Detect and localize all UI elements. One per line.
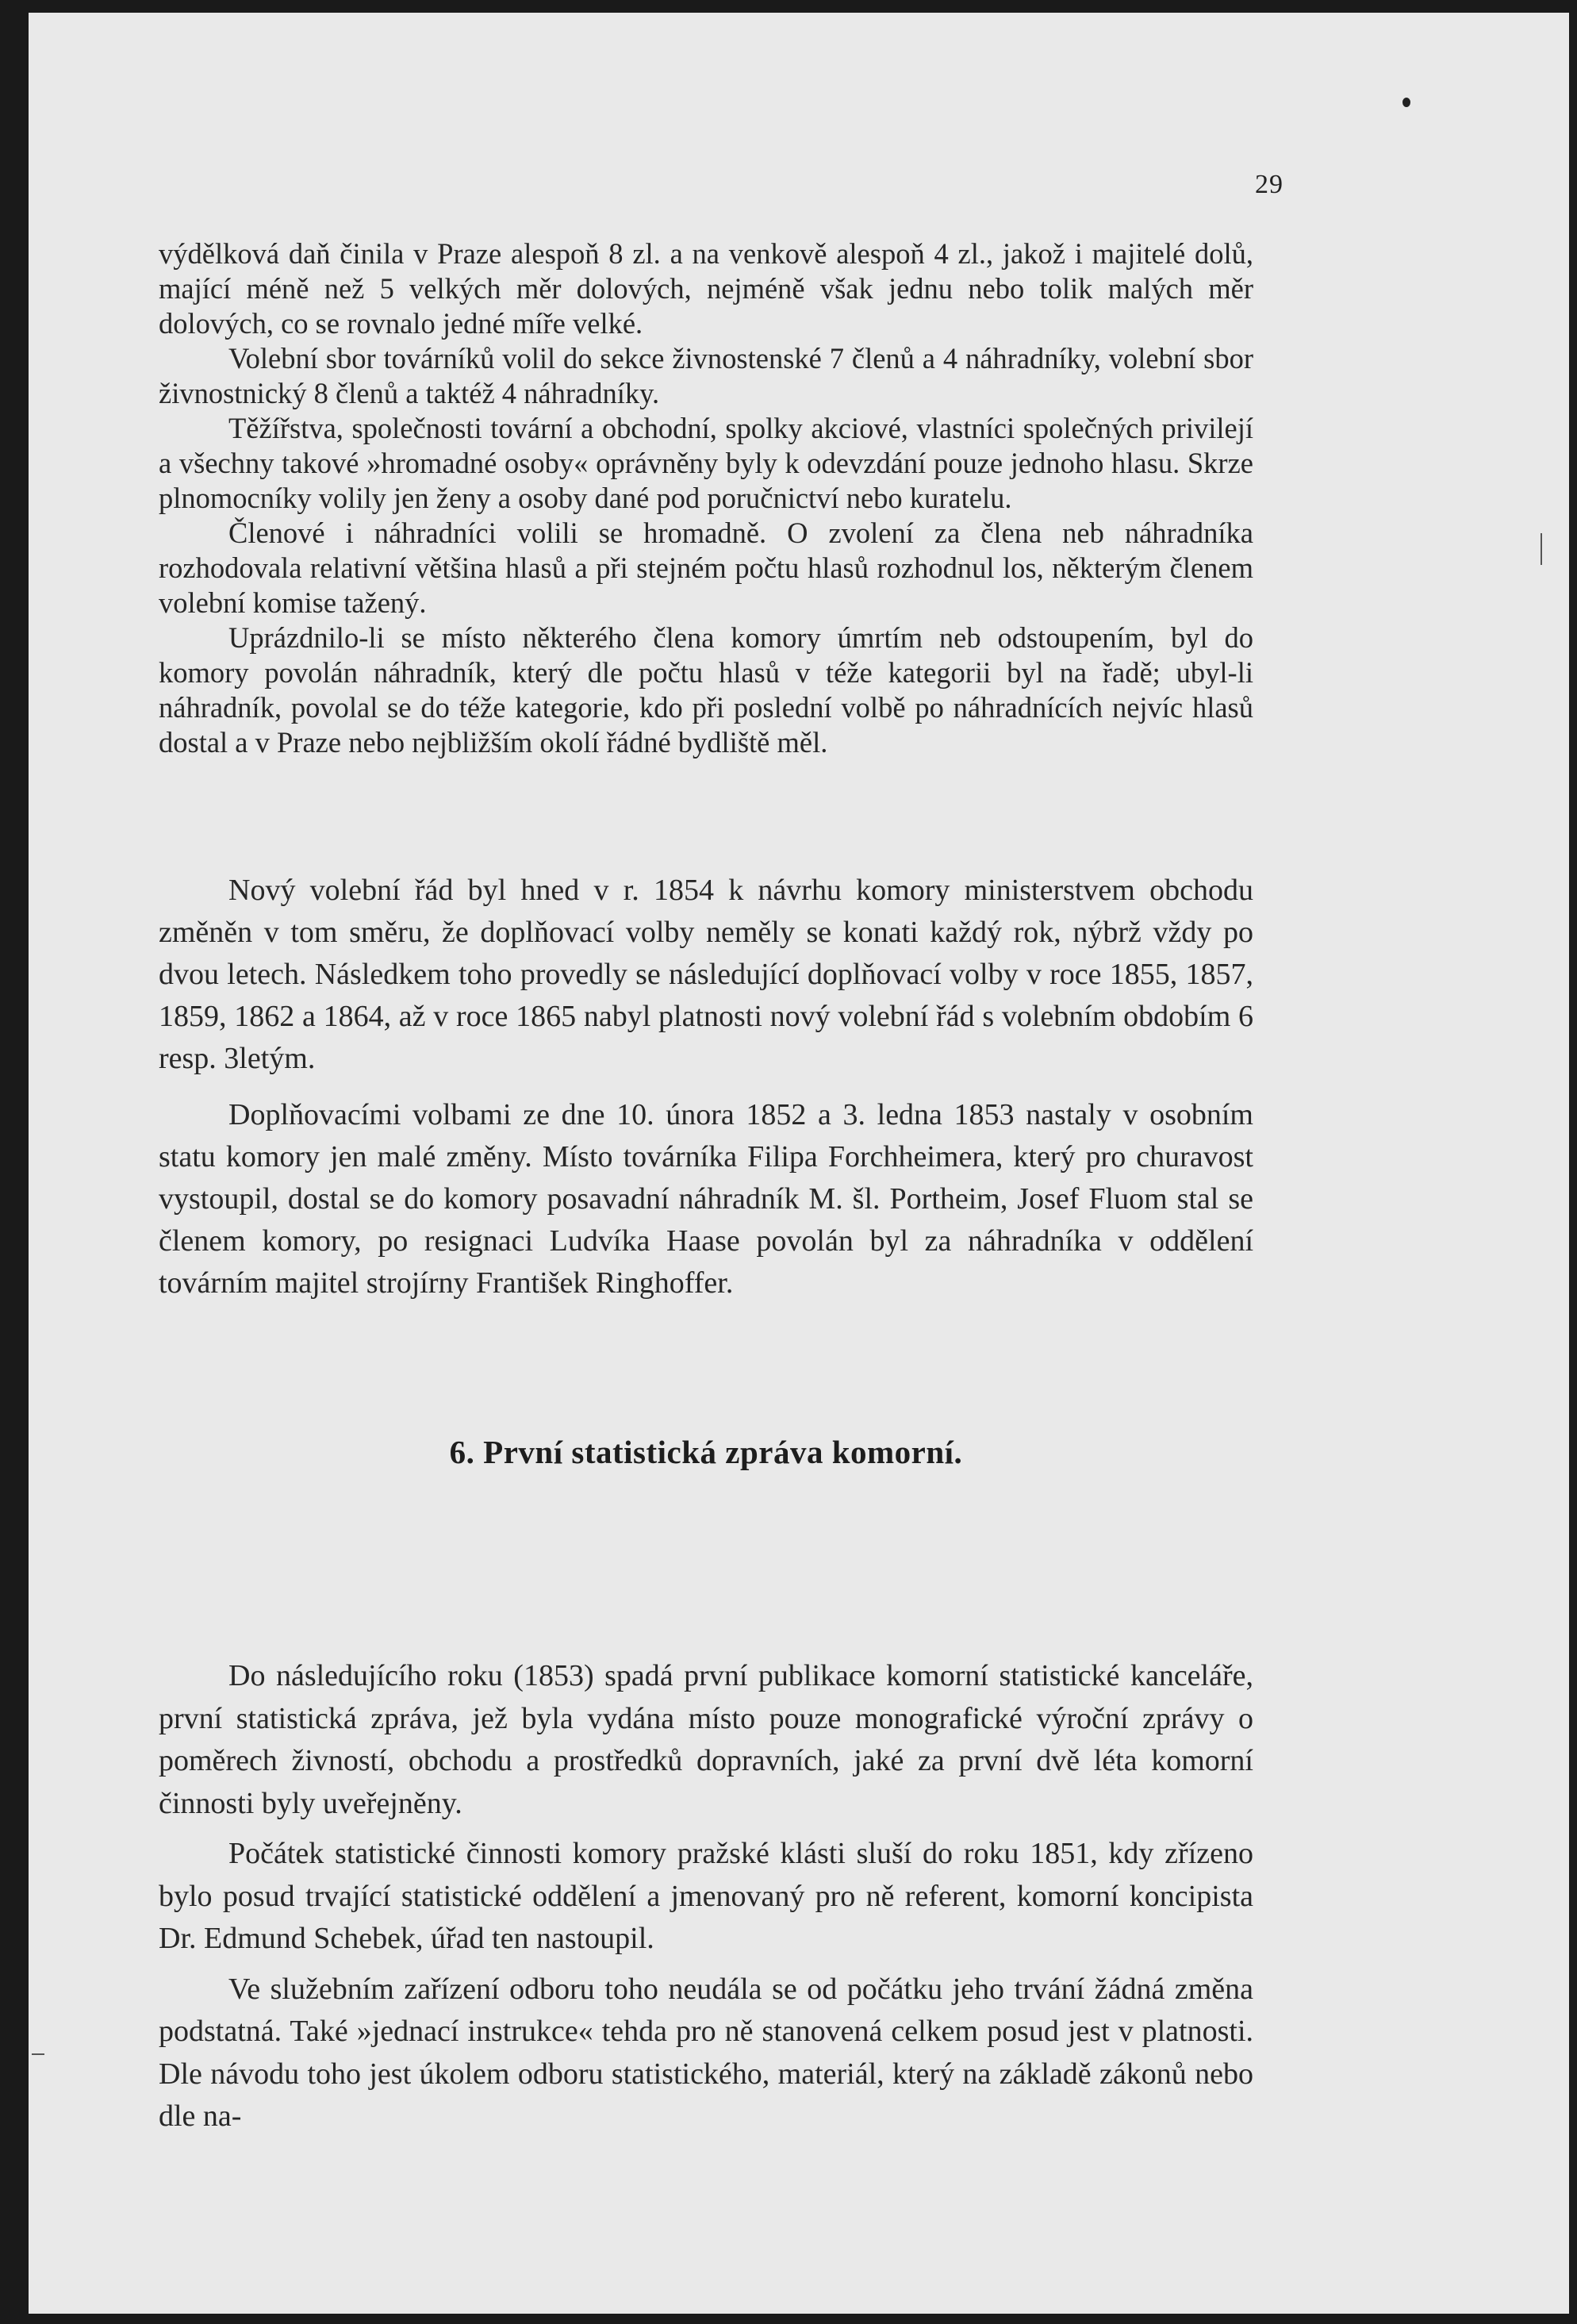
paragraph: Nový volební řád byl hned v r. 1854 k návrhu komory ministerstvem obchodu změněn v tom směru, že doplňovací volby neměly se konati každý rok, nýbrž vždy po dvou letech. Následkem toho provedly se následující doplňovací volby v roce 1855, 1857, 1859, 1862 a 1864, až v roce 1865 nabyl platnosti nový volební řád s volebním obdobím 6 resp. 3letým. bbox=[159, 874, 1253, 1075]
section-text-block bbox=[159, 1655, 1253, 2138]
paragraph: Ve služebním zařízení odboru toho neudála se od počátku jeho trvání žádná změna podstatná. Také »jednací instrukce« tehda pro ně stanovená celkem posud jest v platnosti. Dle návodu toho jest úkolem odboru statistického, materiál, který na základě zákonů nebo dle na- bbox=[159, 1972, 1253, 2133]
paragraph: Členové i náhradníci volili se hromadně. O zvolení za člena neb náhradníka rozhodovala relativní většina hlasů a při stejném počtu hlasů rozhodnul los, některým členem volební komise tažený. bbox=[159, 517, 1253, 619]
paragraph: výdělková daň činila v Praze alespoň 8 zl. a na venkově alespoň 4 zl., jakož i majitelé dolů, mající méně než 5 velkých měr dolových, nejméně však jednu nebo tolik malých měr dolových, co se rovnalo jedné míře velké. bbox=[159, 237, 1253, 340]
top-text-block bbox=[159, 236, 1253, 760]
section-heading: 6. První statistická zpráva komorní. bbox=[449, 1434, 963, 1470]
margin-mark bbox=[1541, 533, 1542, 565]
paragraph: Doplňovacími volbami ze dne 10. února 1852 a 3. ledna 1853 nastaly v osobním statu komory jen malé změny. Místo továrníka Filipa Forchheimera, který pro churavost vystoupil, dostal se do komory posavadní náhradník M. šl. Portheim, Josef Fluom stal se členem komory, po resignaci Ludvíka Haase povolán byl za náhradníka v oddělení továrním majitel strojírny František Ringhoffer. bbox=[159, 1098, 1253, 1300]
margin-mark bbox=[32, 2053, 44, 2055]
ink-spot bbox=[1402, 98, 1410, 107]
paragraph: Volební sbor továrníků volil do sekce živnostenské 7 členů a 4 náhradníky, volební sbor živnostnický 8 členů a taktéž 4 náhradníky. bbox=[159, 342, 1253, 409]
page-number: 29 bbox=[1255, 170, 1283, 199]
paragraph: Do následujícího roku (1853) spadá první publikace komorní statistické kanceláře, první statistická zpráva, jež byla vydána místo pouze monografické výroční zprávy o poměrech živností, obchodu a prostředků dopravních, jaké za první dvě léta komorní činnosti byly uveřejněny. bbox=[159, 1659, 1253, 1820]
paragraph: Počátek statistické činnosti komory pražské klásti sluší do roku 1851, kdy zřízeno bylo posud trvající statistické oddělení a jmenovaný pro ně referent, komorní koncipista Dr. Edmund Schebek, úřad ten nastoupil. bbox=[159, 1837, 1253, 1955]
paragraph: Těžířstva, společnosti tovární a obchodní, spolky akciové, vlastníci společných privilejí a všechny takové »hromadné osoby« oprávněny byly k odevzdání pouze jednoho hlasu. Skrze plnomocníky volily jen ženy a osoby dané pod poručnictví nebo kuratelu. bbox=[159, 412, 1253, 514]
middle-text-block bbox=[159, 870, 1253, 1304]
paragraph: Uprázdnilo-li se místo některého člena komory úmrtím neb odstoupením, byl do komory povolán náhradník, který dle počtu hlasů v téže kategorii byl na řadě; ubyl-li náhradník, povolal se do téže kategorie, kdo při poslední volbě po náhradnících nejvíc hlasů dostal a v Praze nebo nejbližším okolí řádné bydliště měl. bbox=[159, 621, 1253, 759]
